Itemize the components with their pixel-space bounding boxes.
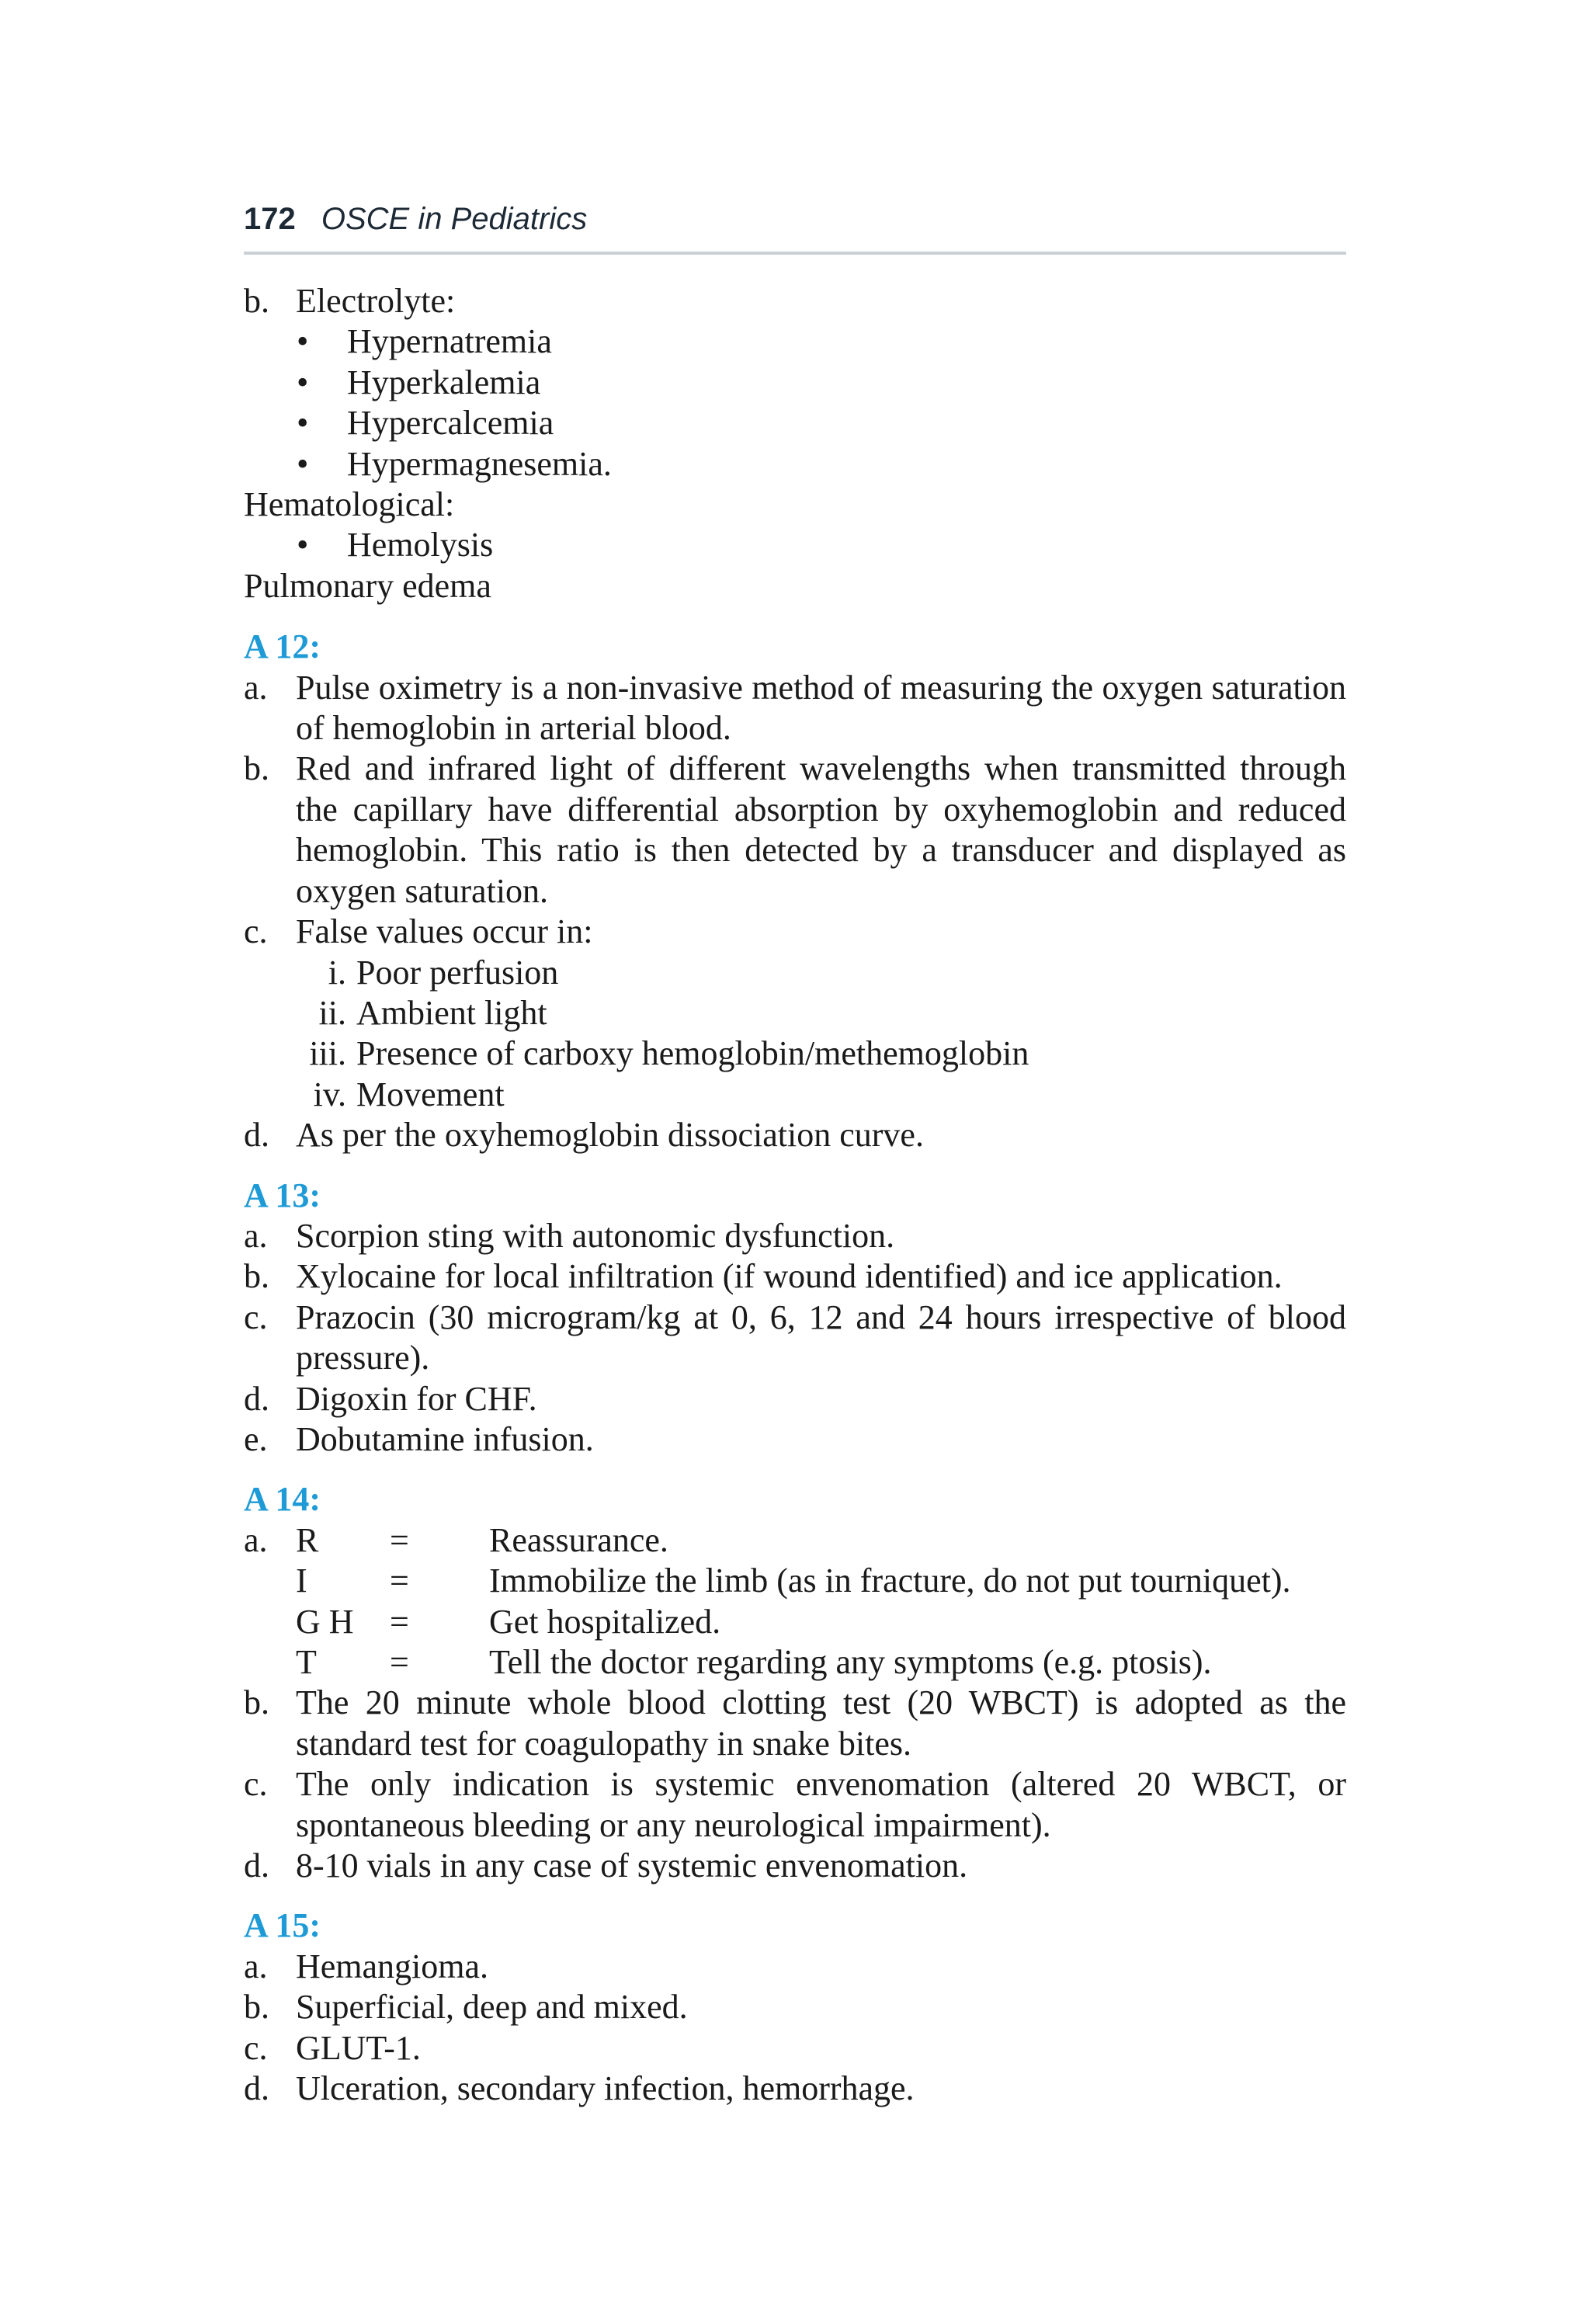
answer-item: d. Digoxin for CHF.: [244, 1379, 537, 1418]
answer-item: c. False values occur in:: [244, 912, 593, 951]
answer-item: a. Hemangioma.: [244, 1947, 489, 1985]
answer-item: d. 8-10 vials in any case of systemic envenomation.: [244, 1846, 968, 1885]
rigt-row: G H = Get hospitalized.: [296, 1602, 721, 1641]
cont-item-b: [244, 281, 1346, 321]
rigt-row: I = Immobilize the limb (as in fracture, do not put tourniquet).: [296, 1561, 1291, 1600]
answer-heading-a12: A 12:: [244, 627, 321, 666]
answer-item: d. Ulceration, secondary infection, hemorrhage.: [244, 2069, 915, 2107]
answer-item: c. Prazocin (30 microgram/kg at 0, 6, 12 and 24 hours irrespective of blood pressure).: [244, 1297, 1346, 1377]
answer-item: e. Dobutamine infusion.: [244, 1419, 594, 1458]
answer-heading-a14: A 14:: [244, 1480, 321, 1519]
bullet-item: • Hemolysis: [244, 525, 1346, 565]
bullet-icon: •: [297, 322, 309, 361]
answer-heading-a13: A 13:: [244, 1176, 321, 1214]
page-number: 172: [244, 202, 296, 236]
answer-item: a. Pulse oximetry is a non-invasive method of measuring the oxygen saturation of hemoglobin in arterial blood.: [244, 668, 1346, 748]
answer-item: c. The only indication is systemic envenomation (altered 20 WBCT, or spontaneous bleeding or any neurological impairment).: [244, 1765, 1346, 1844]
roman-item: i. Poor perfusion: [328, 953, 559, 992]
bullet-item: • Hyperkalemia: [244, 363, 1346, 403]
bullet-icon: •: [297, 404, 309, 443]
bullet-item: • Hypernatremia: [244, 321, 1346, 362]
running-header: [244, 196, 1346, 255]
rigt-row: T = Tell the doctor regarding any symptoms (e.g. ptosis).: [296, 1642, 1212, 1681]
page-content: [244, 281, 1346, 2109]
rigt-row: a. R = Reassurance.: [244, 1520, 668, 1559]
answer-item: b. The 20 minute whole blood clotting test (20 WBCT) is adopted as the standard test for coagulopathy in snake bites.: [244, 1683, 1346, 1763]
bullet-item: • Hypermagnesemia.: [244, 444, 1346, 485]
hematological-label: Hematological:: [244, 485, 455, 524]
bullet-icon: •: [297, 363, 309, 401]
roman-item: iv. Movement: [313, 1075, 505, 1113]
item-label: b.: [244, 282, 269, 320]
roman-item: iii. Presence of carboxy hemoglobin/methemoglobin: [309, 1034, 1029, 1073]
book-title: OSCE in Pediatrics: [321, 202, 588, 236]
answer-item: b. Xylocaine for local infiltration (if wound identified) and ice application.: [244, 1257, 1283, 1296]
bullet-icon: •: [297, 444, 309, 483]
bullet-item: • Hypercalcemia: [244, 403, 1346, 443]
answer-item: a. Scorpion sting with autonomic dysfunction.: [244, 1216, 895, 1255]
answer-item: c. GLUT-1.: [244, 2028, 421, 2067]
roman-item: ii. Ambient light: [318, 993, 547, 1032]
item-text: Electrolyte:: [296, 282, 456, 320]
answer-item: d. As per the oxyhemoglobin dissociation curve.: [244, 1116, 924, 1155]
bullet-icon: •: [297, 526, 309, 564]
answer-item: b. Superficial, deep and mixed.: [244, 1988, 688, 2027]
pulmonary-edema: Pulmonary edema: [244, 566, 491, 605]
answer-heading-a15: A 15:: [244, 1906, 321, 1945]
answer-item: b. Red and infrared light of different wavelengths when transmitted through the capillary have differential absorption by oxyhemoglobin and reduced hemoglobin. This ratio is then detected by a transducer and displayed as oxygen saturation.: [244, 749, 1346, 910]
